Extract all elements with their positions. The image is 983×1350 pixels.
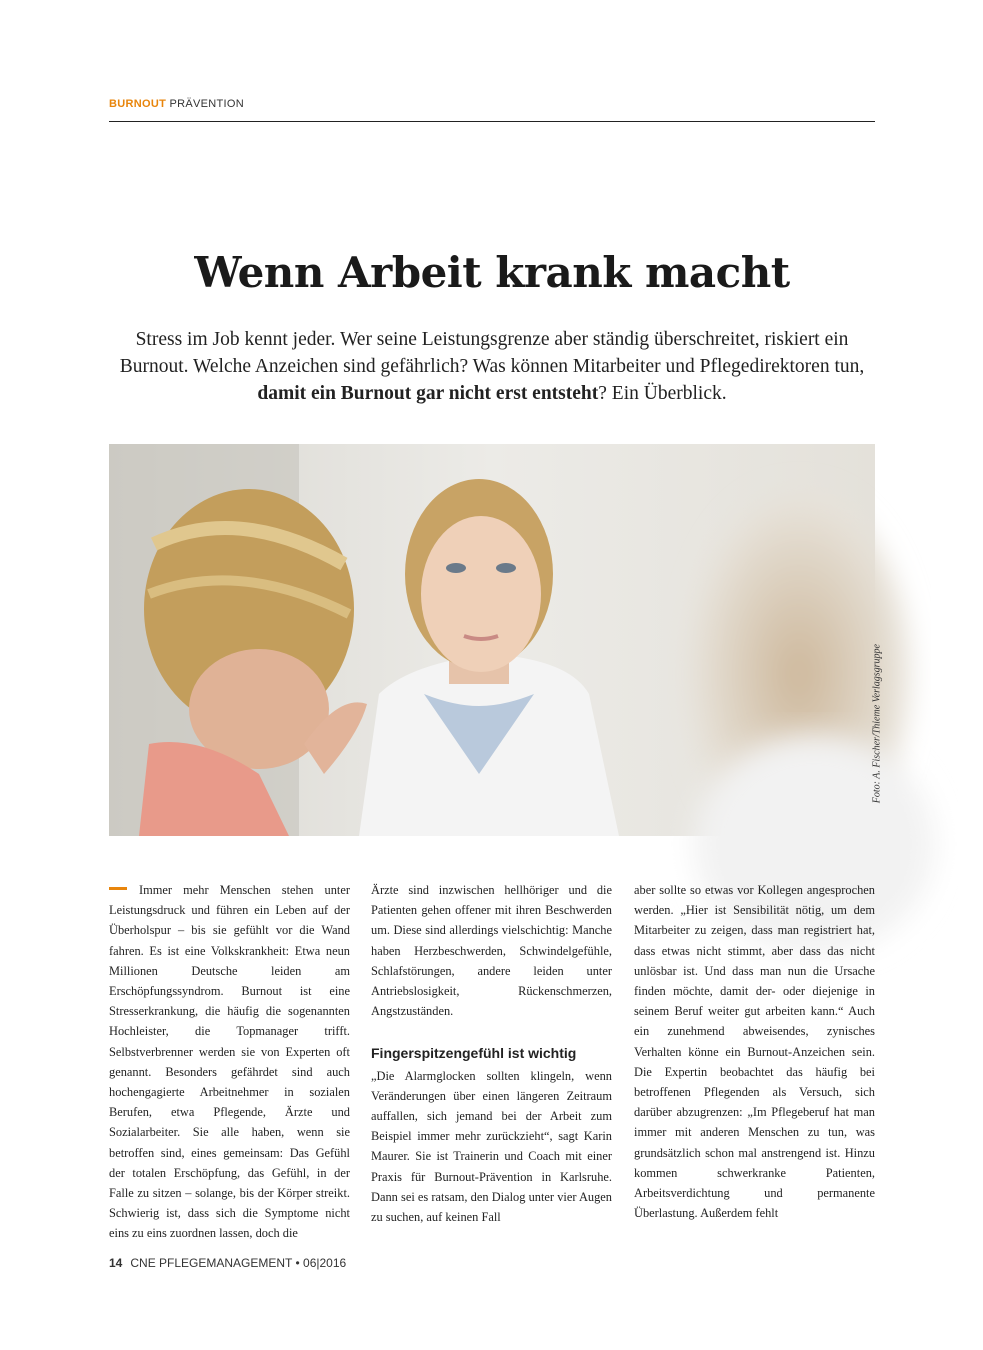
body-paragraph xyxy=(109,880,350,1244)
section-keyword: BURNOUT xyxy=(109,98,167,110)
subheading: Fingerspitzengefühl ist wichtig xyxy=(371,1045,577,1062)
page-footer xyxy=(109,1256,346,1270)
journal-name: CNE PFLEGEMANAGEMENT • 06|2016 xyxy=(130,1256,347,1270)
body-paragraph: „Die Alarmglocken sollten klingeln, wenn Veränderungen über einen längeren Zeitraum auffallen, sich jemand bei der Arbeit zum Beispiel immer mehr zurückzieht“, sagt Karin Maurer. Sie ist Trainerin und Coach mit einer Praxis für Burnout-Prävention in Karlsruhe. Dann sei es ratsam, den Dialog unter vier Augen zu suchen, auf keinen Fall xyxy=(371,1068,612,1225)
body-column-3 xyxy=(634,880,875,1223)
accent-dash xyxy=(109,887,127,890)
lead-bold-text: damit ein Burnout gar nicht erst entsteht xyxy=(257,383,599,404)
lead-text-1: Stress im Job kennt jeder. Wer seine Leistungsgrenze aber ständig überschreitet, riskiert ein Burnout. Welche Anzeichen sind gefährlich? Was können Mitarbeiter und Pflegedirektoren tun, xyxy=(119,329,865,377)
section-name: PRÄVENTION xyxy=(166,98,244,110)
article-title: Wenn Arbeit krank macht xyxy=(194,248,790,297)
page-number: 14 xyxy=(109,1256,123,1270)
lead-text-2: ? Ein Überblick. xyxy=(598,383,727,404)
body-text-col1: Immer mehr Menschen stehen unter Leistungsdruck und führen ein Leben auf der Überholspur – bis sie gefühlt vor die Wand fahren. Es ist eine Volkskrankheit: Etwa neun Millionen Deutsche leiden am Erschöpfungssyndrom. Burnout ist eine Stresserkrankung, die häufig die sogenannten Hochleister, die Topmanager trifft. Selbstverbrenner werden sie von Experten oft genannt. Besonders gefährdet sind auch hochengagierte Arbeitnehmer in sozialen Berufen, etwa Pflegende, Ärzte und Sozialarbeiter. Sie alle haben, wenn sie betroffen sind, eines gemeinsam: Das Gefühl der totalen Erschöpfung, das Gefühl, in der Falle zu sitzen – solange, bis der Körper streikt. Schwierig ist, dass sich die Symptome nicht eins zu eins zuordnen lassen, doch die xyxy=(109,883,350,1241)
body-column-2 xyxy=(371,880,612,1227)
photo-credit: Foto: A. Fischer/Thieme Verlagsgruppe xyxy=(871,644,882,804)
article-photo xyxy=(109,444,882,836)
photo-illustration xyxy=(109,444,875,836)
body-paragraph: Ärzte sind inzwischen hellhöriger und die Patienten gehen offener mit ihren Beschwerden um. Diese sind allerdings vielschichtig: Manche haben Herzbeschwerden, Schwindelgefühle, Schlafstörungen, andere leiden unter Antriebslosigkeit, Rückenschmerzen, Angstzuständen. xyxy=(371,883,612,1019)
section-header xyxy=(109,98,875,122)
article-lead xyxy=(100,326,884,407)
body-column-1 xyxy=(109,880,350,1244)
body-paragraph: aber sollte so etwas vor Kollegen angesprochen werden. „Hier ist Sensibilität nötig, um dem Mitarbeiter zu zeigen, dass man registriert hat, dass etwas nicht stimmt, aber dass das nicht unlösbar ist. Und dass man nun die Ursache finden möchte, damit der- oder diejenige in seinem Beruf weiter gut arbeiten kann.“ Auch ein zunehmend abweisendes, zynisches Verhalten könne ein Burnout-Anzeichen sein. Die Expertin beobachtet das häufig bei betroffenen Pflegenden als Versuch, sich darüber abzugrenzen: „Im Pflegeberuf hat man immer mit anderen Menschen zu tun, was grundsätzlich schon mal anstrengend ist. Hinzu kommen schwerkranke Patienten, Arbeitsverdichtung und permanente Überlastung. Außerdem fehlt xyxy=(634,883,875,1221)
